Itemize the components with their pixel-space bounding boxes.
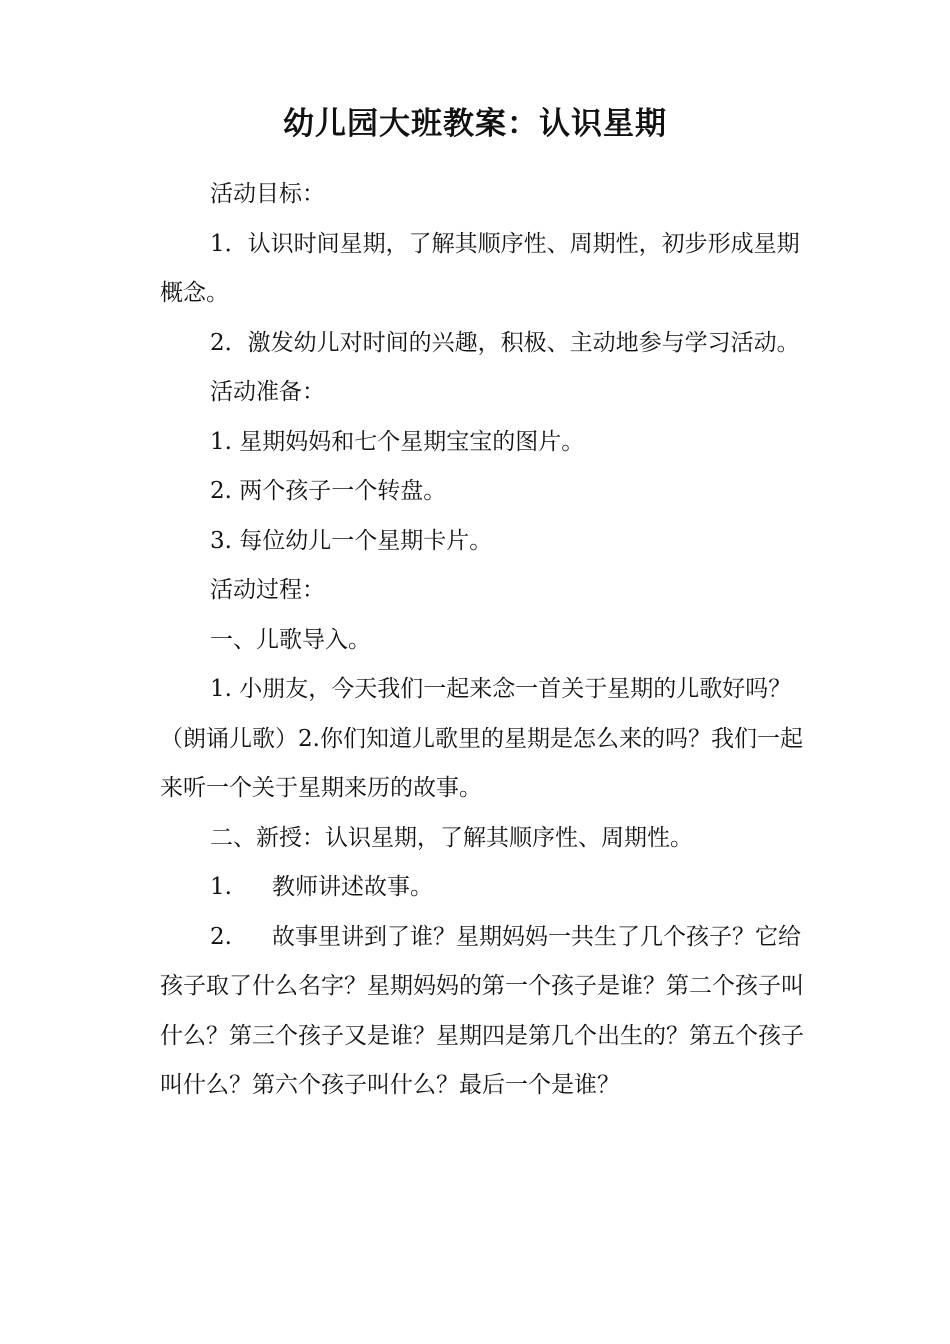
preparation-item-1: 1. 星期妈妈和七个星期宝宝的图片。 [210, 428, 585, 455]
process-section-2: 二、新授：认识星期，了解其顺序性、周期性。 [210, 824, 693, 851]
substep-1-text: 教师讲述故事。 [272, 874, 433, 900]
preparation-item-3: 3. 每位幼儿一个星期卡片。 [210, 527, 493, 554]
process-substep-1 [160, 863, 810, 913]
heading-activity-process: 活动过程： [210, 577, 325, 603]
substep-2-text: 故事里讲到了谁？星期妈妈一共生了几个孩子？它给孩子取了什么名字？星期妈妈的第一个孩子是谁？第二个孩子叫什么？第三个孩子又是谁？星期四是第几个出生的？第五个孩子叫什么？第六个孩子叫什么？最后一个是谁？ [160, 923, 804, 1098]
process-step-1: 1. 小朋友，今天我们一起来念一首关于星期的儿歌好吗？（朗诵儿歌）2.你们知道儿歌里的星期是怎么来的吗？我们一起来听一个关于星期来历的故事。 [160, 676, 803, 801]
substep-2-number: 2. [210, 923, 232, 950]
heading-activity-preparation: 活动准备： [210, 379, 325, 405]
heading-activity-goals: 活动目标： [210, 181, 325, 207]
goal-item-2: 2．激发幼儿对时间的兴趣，积极、主动地参与学习活动。 [210, 329, 800, 356]
document-body [160, 170, 810, 1111]
substep-1-number: 1. [210, 874, 232, 900]
preparation-item-2: 2. 两个孩子一个转盘。 [210, 478, 447, 504]
process-substep-2 [160, 913, 810, 1111]
process-section-1: 一、儿歌导入。 [210, 626, 371, 653]
goal-item-1: 1．认识时间星期，了解其顺序性、周期性，初步形成星期概念。 [160, 230, 800, 306]
document-title: 幼儿园大班教案：认识星期 [283, 106, 667, 142]
